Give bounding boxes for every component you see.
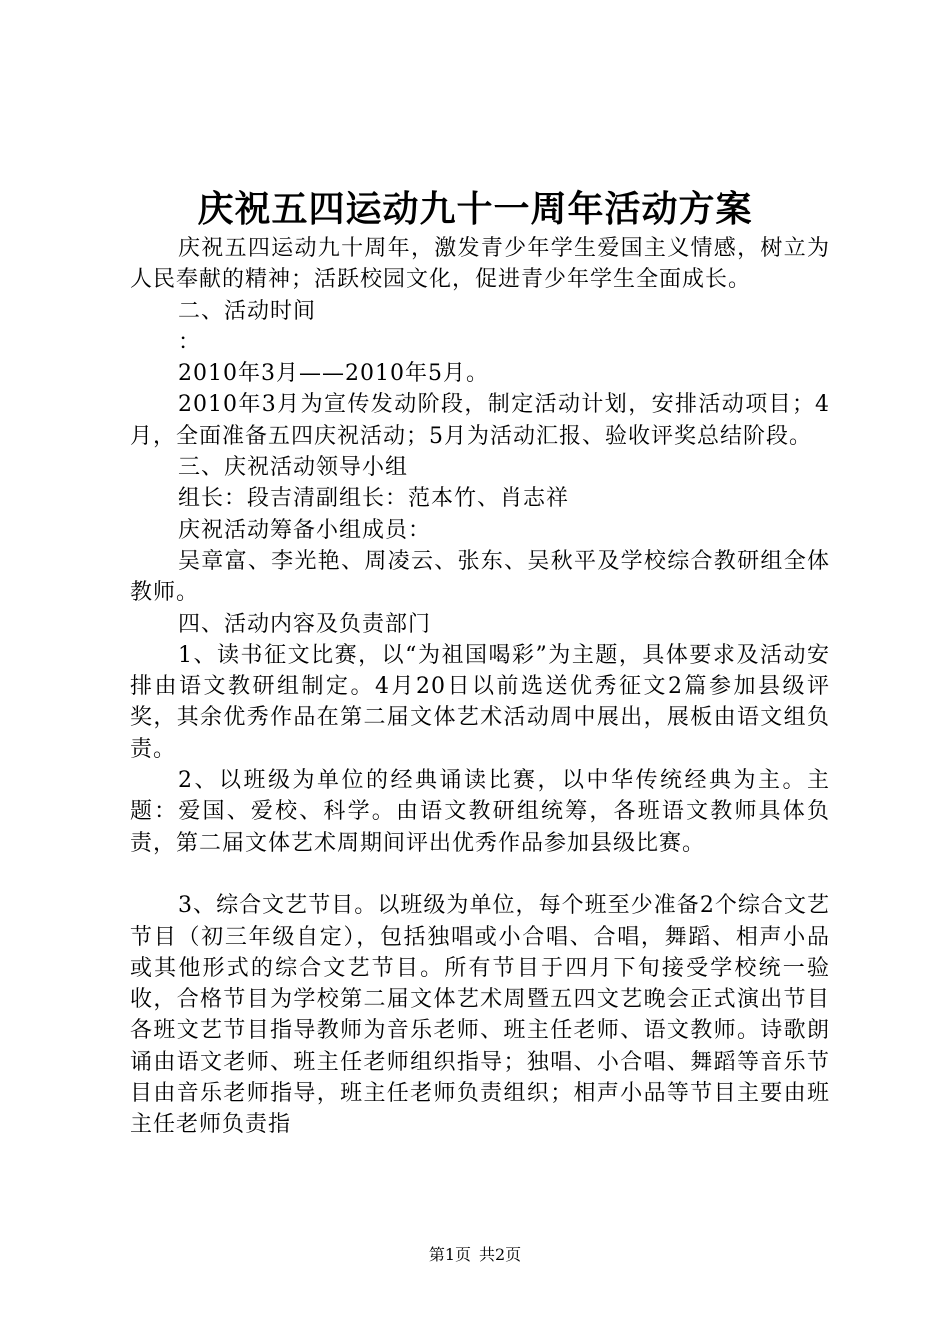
paragraph-leaders: 组长：段吉清副组长：范本竹、肖志祥 bbox=[178, 486, 570, 512]
paragraph-schedule: 2010年3月为宣传发动阶段，制定活动计划，安排活动项目；4月，全面准备五四庆祝活动；5月为活动汇报、验收评奖总结阶段。 bbox=[130, 392, 830, 449]
page-total: 共2页 bbox=[479, 1245, 522, 1264]
heading-leadership-group: 三、庆祝活动领导小组 bbox=[178, 455, 409, 481]
page-number: 第1页 bbox=[428, 1245, 471, 1264]
paragraph-prep-group-label: 庆祝活动筹备小组成员： bbox=[178, 517, 432, 543]
page-footer bbox=[0, 1244, 950, 1266]
paragraph-item-2: 2、以班级为单位的经典诵读比赛，以中华传统经典为主。主题：爱国、爱校、科学。由语文教研组统筹，各班语文教师具体负责，第二届文体艺术周期间评出优秀作品参加县级比赛。 bbox=[130, 768, 830, 856]
paragraph-item-1: 1、读书征文比赛，以“为祖国喝彩”为主题，具体要求及活动安排由语文教研组制定。4月20日以前选送优秀征文2篇参加县级评奖，其余优秀作品在第二届文体艺术活动周中展出，展板由语文组负责。 bbox=[130, 642, 830, 762]
paragraph-intro: 庆祝五四运动九十周年，激发青少年学生爱国主义情感，树立为人民奉献的精神；活跃校园文化，促进青少年学生全面成长。 bbox=[130, 236, 830, 293]
heading-activity-content: 四、活动内容及负责部门 bbox=[178, 611, 432, 637]
heading-activity-time: 二、活动时间 bbox=[178, 298, 317, 324]
document-title: 庆祝五四运动九十一周年活动方案 bbox=[197, 188, 753, 230]
paragraph-date-range: 2010年3月——2010年5月。 bbox=[178, 361, 489, 387]
blank-line bbox=[130, 859, 830, 890]
paragraph-item-3: 3、综合文艺节目。以班级为单位，每个班至少准备2个综合文艺节目（初三年级自定），包括独唱或小合唱、合唱，舞蹈、相声小品或其他形式的综合文艺节目。所有节目于四月下旬接受学校统一验收，合格节目为学校第二届文体艺术周暨五四文艺晚会正式演出节目各班文艺节目指导教师为音乐老师、班主任老师、语文教师。诗歌朗诵由语文老师、班主任老师组织指导；独唱、小合唱、舞蹈等音乐节目由音乐老师指导，班主任老师负责组织；相声小品等节目主要由班主任老师负责指 bbox=[130, 893, 830, 1138]
paragraph-colon: ： bbox=[178, 329, 202, 355]
document-body bbox=[130, 233, 830, 1141]
paragraph-prep-group-members: 吴章富、李光艳、周凌云、张东、吴秋平及学校综合教研组全体教师。 bbox=[130, 548, 830, 606]
